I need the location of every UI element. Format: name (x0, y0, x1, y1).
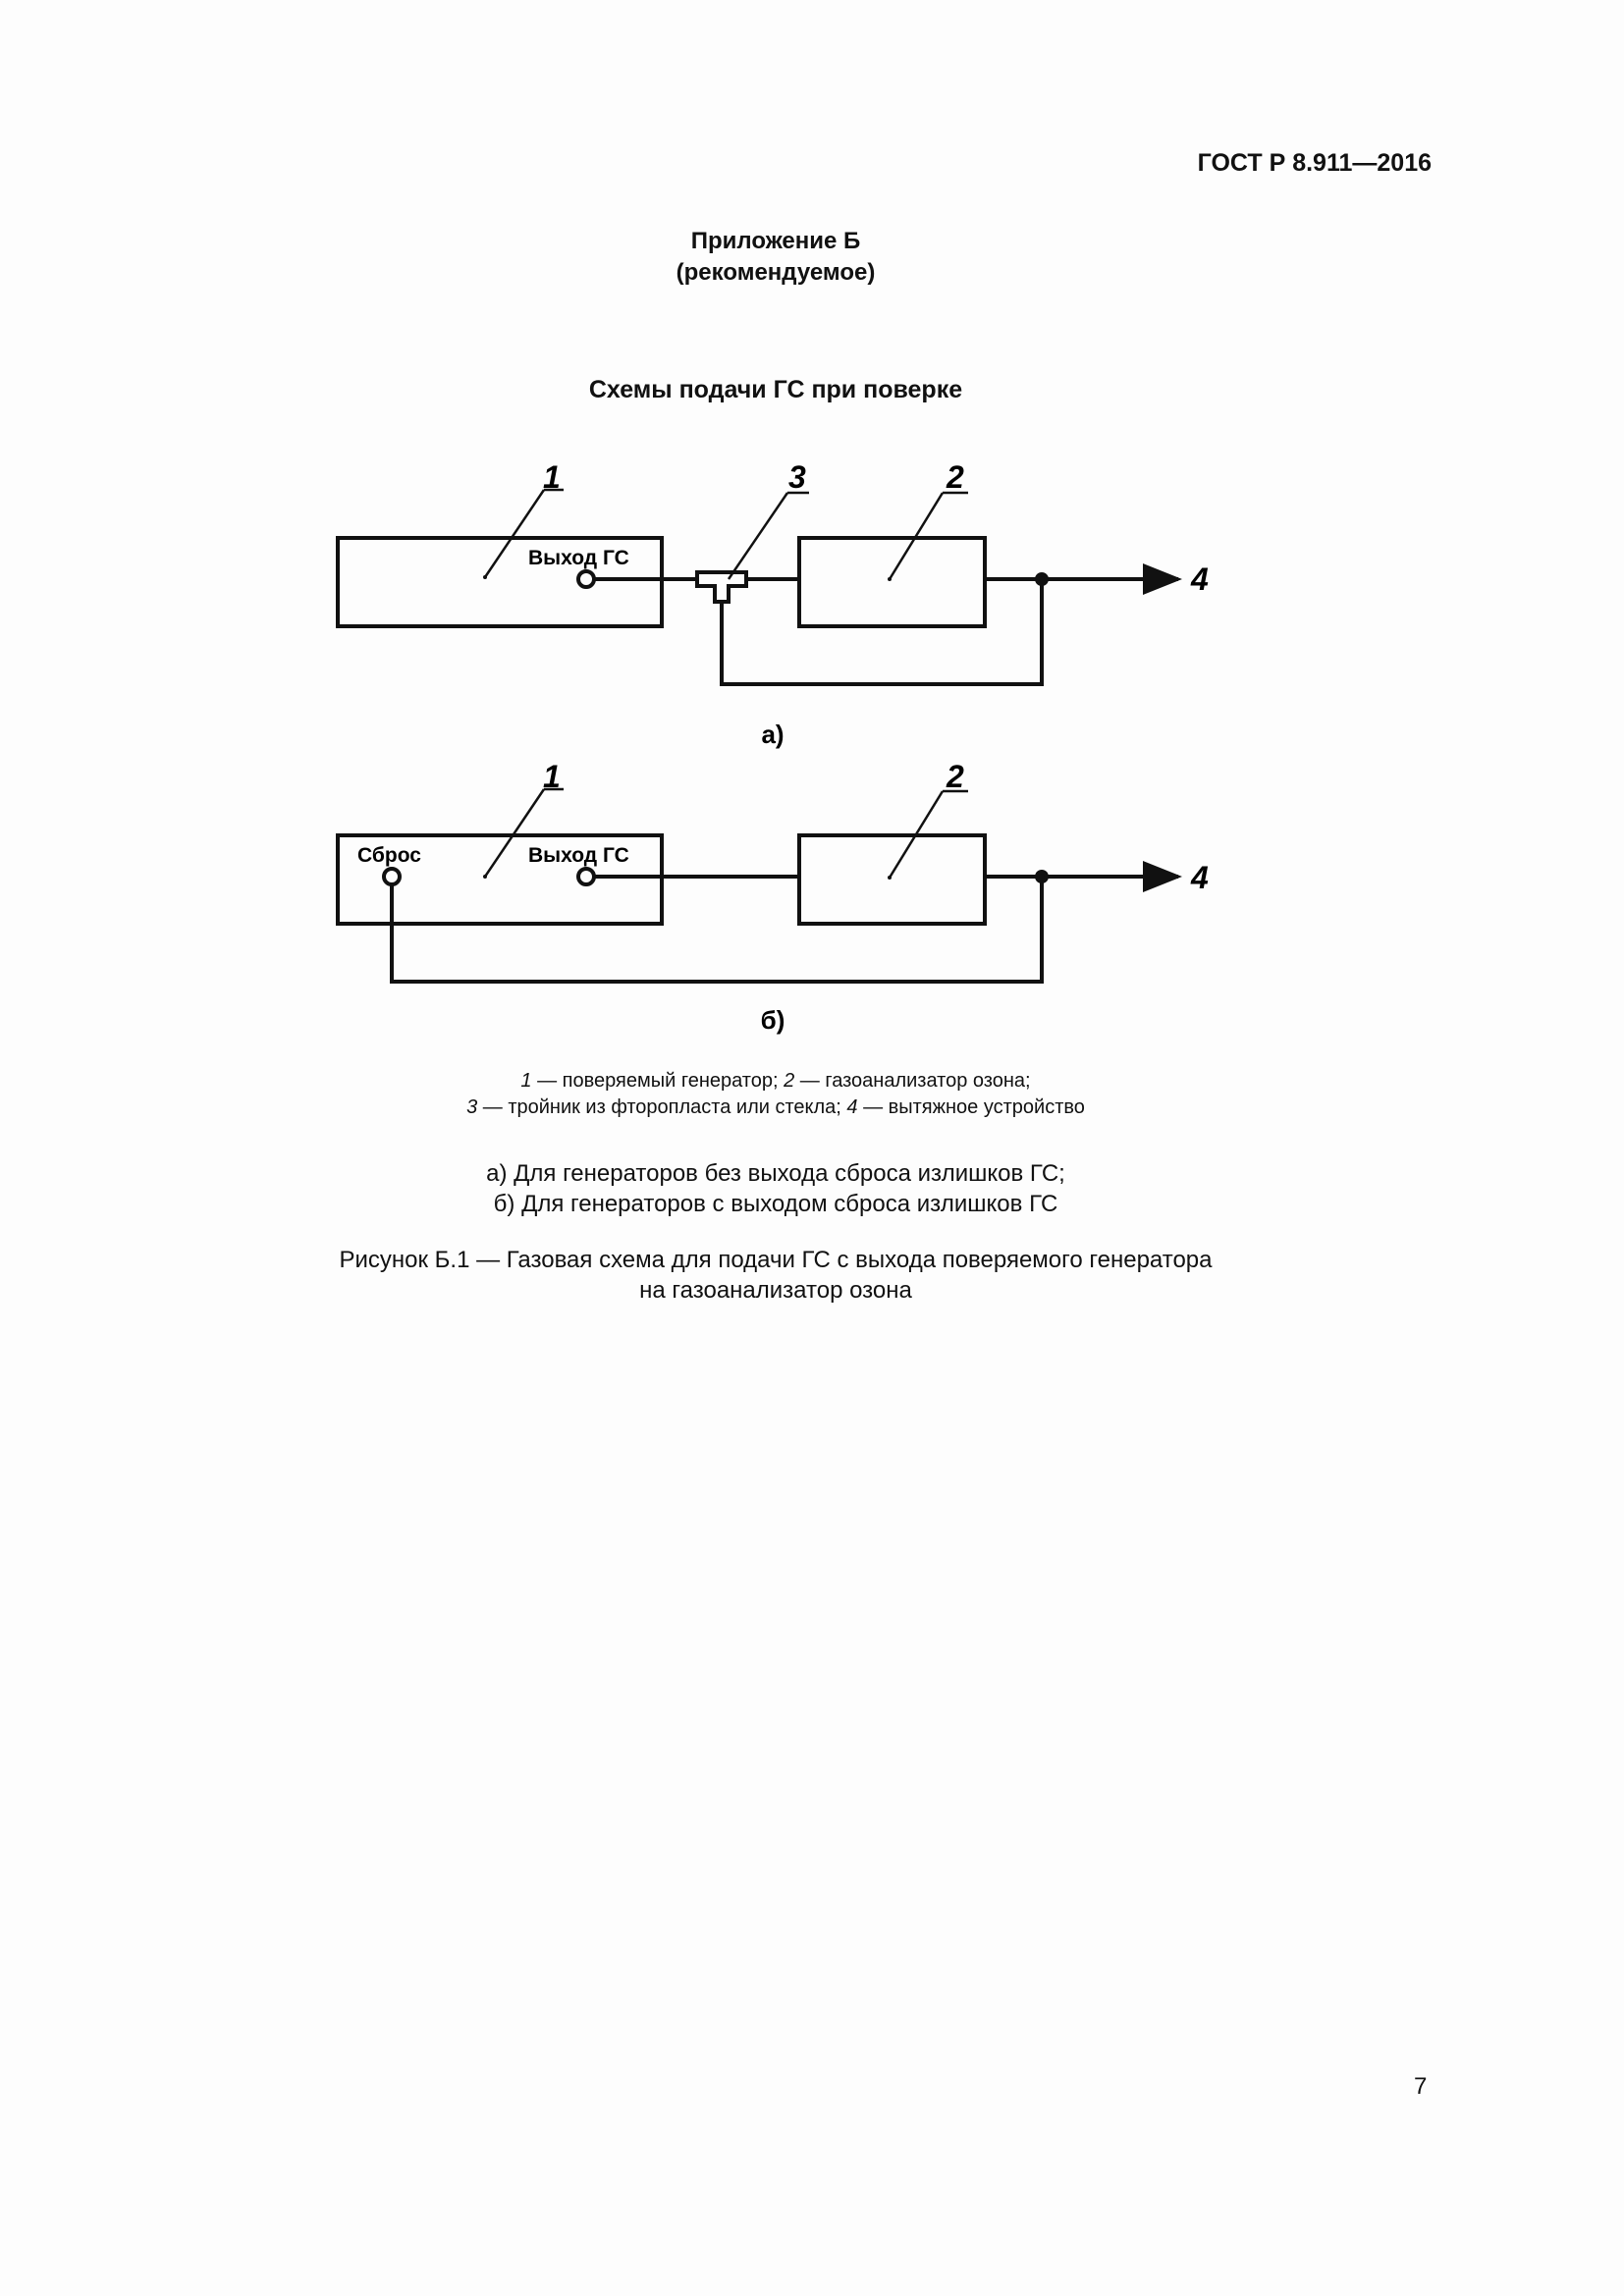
legend-text: — тройник из фторопласта или стекла; (477, 1096, 847, 1118)
legend-text: — поверяемый генератор; (531, 1070, 785, 1092)
label-exhaust-b: 4 (1191, 860, 1209, 895)
figure-variants (0, 1158, 1551, 1219)
output-port-icon (578, 571, 594, 587)
appendix-status: (рекомендуемое) (676, 259, 876, 286)
analyzer-box (799, 835, 985, 924)
scheme-a-sublabel: а) (761, 720, 785, 749)
appendix-title: Приложение Б (690, 228, 861, 254)
scheme-b-sublabel: б) (760, 1005, 785, 1035)
label-analyzer-b: 2 (947, 759, 964, 794)
label-exhaust-a: 4 (1191, 561, 1209, 597)
label-tee-a: 3 (788, 459, 806, 495)
leader-dot (888, 876, 892, 880)
legend-line-1 (0, 1068, 1551, 1095)
leader-dot (483, 875, 487, 879)
legend-number: 3 (466, 1096, 478, 1118)
caption-line-2: на газоанализатор озона (639, 1277, 912, 1304)
legend-line-2 (0, 1095, 1551, 1121)
analyzer-box (799, 538, 985, 626)
reset-line (392, 877, 1042, 982)
legend-number: 4 (846, 1096, 858, 1118)
tee-icon (697, 572, 746, 602)
leader-dot (483, 575, 487, 579)
page-number: 7 (1414, 2073, 1428, 2100)
reset-port-icon (384, 869, 400, 884)
variant-a: а) Для генераторов без выхода сброса излишков ГС; (486, 1160, 1065, 1187)
document-code: ГОСТ Р 8.911—2016 (1197, 149, 1432, 177)
scheme-a (338, 490, 1178, 684)
label-analyzer-a: 2 (947, 459, 964, 495)
legend-number: 2 (784, 1070, 795, 1092)
variant-b: б) Для генераторов с выходом сброса излишков ГС (493, 1191, 1058, 1217)
bypass-line (722, 579, 1042, 684)
port-output-label-b: Выход ГС (528, 844, 629, 867)
output-port-icon (578, 869, 594, 884)
legend-text: — газоанализатор озона; (794, 1070, 1031, 1092)
port-reset-label-b: Сброс (357, 844, 421, 867)
port-output-label-a: Выход ГС (528, 547, 629, 569)
legend-text: — вытяжное устройство (857, 1096, 1085, 1118)
label-generator-a: 1 (543, 459, 561, 495)
legend-number: 1 (520, 1070, 532, 1092)
section-title: Схемы подачи ГС при поверке (588, 376, 963, 403)
leader-dot (888, 577, 892, 581)
figure-legend (0, 1068, 1551, 1121)
label-generator-b: 1 (543, 759, 561, 794)
scheme-b (338, 789, 1178, 982)
figure-caption (0, 1245, 1551, 1306)
caption-line-1: Рисунок Б.1 — Газовая схема для подачи ГС с выхода поверяемого генератора (339, 1247, 1213, 1273)
gas-schemes-figure (0, 0, 1624, 1060)
leader-line-3 (729, 493, 787, 579)
